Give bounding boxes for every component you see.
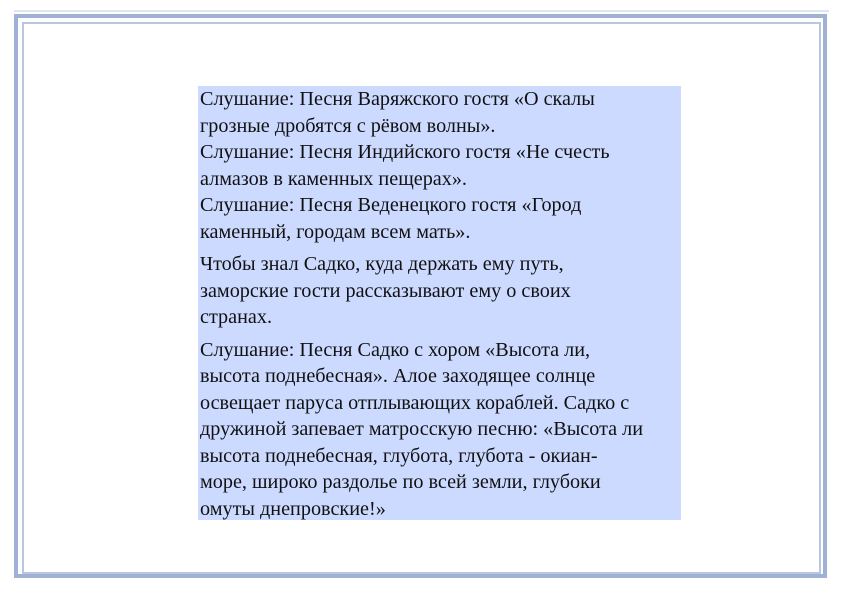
paragraph-indian	[200, 139, 678, 192]
text-line: Слушание: Песня Индийского гостя «Не счесть	[200, 141, 610, 163]
text-line: Слушание: Песня Веденецкого гостя «Город	[200, 194, 582, 216]
frame-shadow	[14, 10, 829, 12]
text-line: море, широко раздолье по всей земли, глубоки	[200, 471, 601, 493]
paragraph-sadko	[200, 337, 678, 523]
paragraph-varangian	[200, 86, 678, 139]
text-line: странах.	[200, 306, 272, 328]
text-line: Чтобы знал Садко, куда держать ему путь,	[200, 253, 564, 275]
text-line: каменный, городам всем мать».	[200, 220, 471, 243]
text-line: заморские гости рассказывают ему о своих	[200, 279, 571, 302]
text-line: Слушание: Песня Варяжского гостя «О скалы	[200, 88, 595, 110]
text-line: грозные дробятся с рёвом волны».	[200, 114, 496, 137]
text-line: алмазов в каменных пещерах».	[200, 167, 467, 190]
text-line: высота поднебесная, глубота, глубота - окиан-	[200, 444, 598, 467]
paragraph-venetian	[200, 192, 678, 245]
text-line: высота поднебесная». Алое заходящее солнце	[200, 365, 596, 387]
text-line: дружиной запевает матросскую песню: «Высота ли	[200, 418, 644, 440]
text-line: освещает паруса отплывающих кораблей. Садко с	[200, 391, 630, 414]
paragraph-guests	[200, 251, 678, 331]
text-line: омуты днепровские!»	[200, 497, 386, 520]
text-line: Слушание: Песня Садко с хором «Высота ли,	[200, 338, 591, 361]
text-box	[198, 86, 681, 520]
